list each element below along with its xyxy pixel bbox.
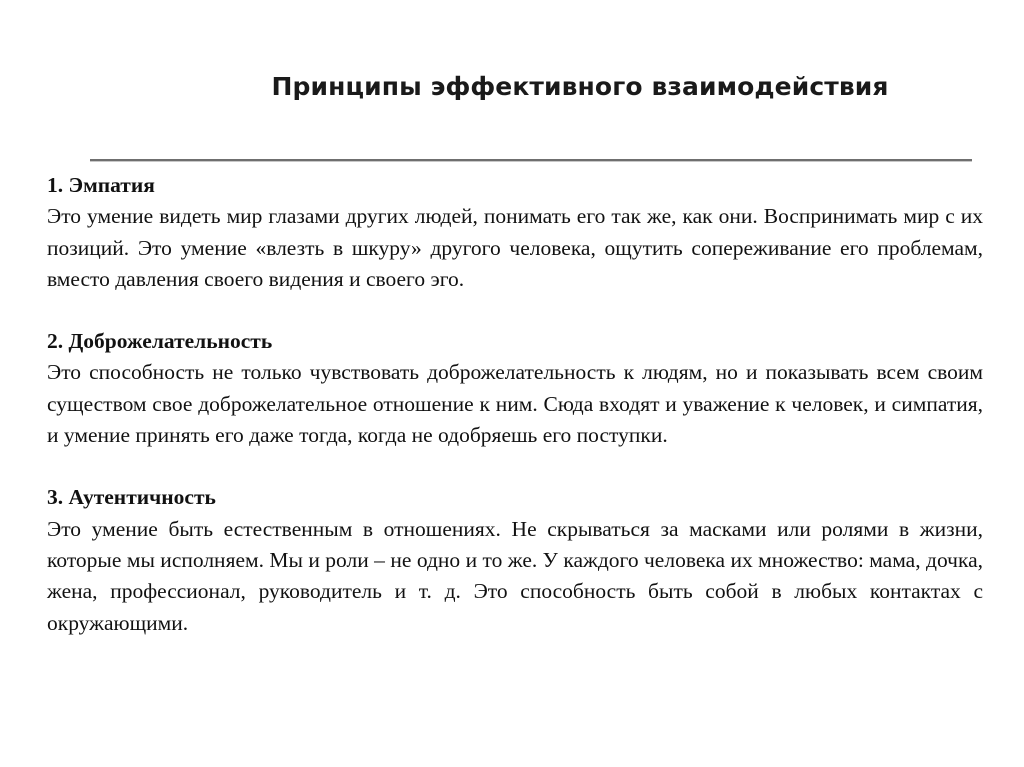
section-text: Это умение быть естественным в отношениях. Не скрываться за масками или ролями в жизни, которые мы исполняем. Мы и роли – не одно и то же. У каждого человека их множество: мама, дочка, жена, профессионал, руководитель и т. д. Это способность быть собой в любых контактах с окружающими. <box>47 516 983 635</box>
section-authenticity <box>47 482 983 638</box>
section-text: Это умение видеть мир глазами других людей, понимать его так же, как они. Воспринимать мир с их позиций. Это умение «влезть в шкуру» другого человека, ощутить сопереживание его проблемам, вместо давления своего видения и своего эго. <box>47 204 983 291</box>
slide-content <box>47 170 983 639</box>
section-benevolence <box>47 326 983 451</box>
title-divider <box>90 159 972 161</box>
slide-title: Принципы эффективного взаимодействия <box>271 72 889 101</box>
section-heading: 3. Аутентичность <box>47 485 216 510</box>
section-heading: 2. Доброжелательность <box>47 329 273 354</box>
section-heading: 1. Эмпатия <box>47 173 155 197</box>
section-text: Это способность не только чувствовать доброжелательность к людям, но и показывать всем своим существом свое доброжелательное отношение к ним. Сюда входят и уважение к человек, и симпатия, и умение принять его даже тогда, когда не одобряешь его поступки. <box>47 360 983 448</box>
section-empathy <box>47 170 983 295</box>
